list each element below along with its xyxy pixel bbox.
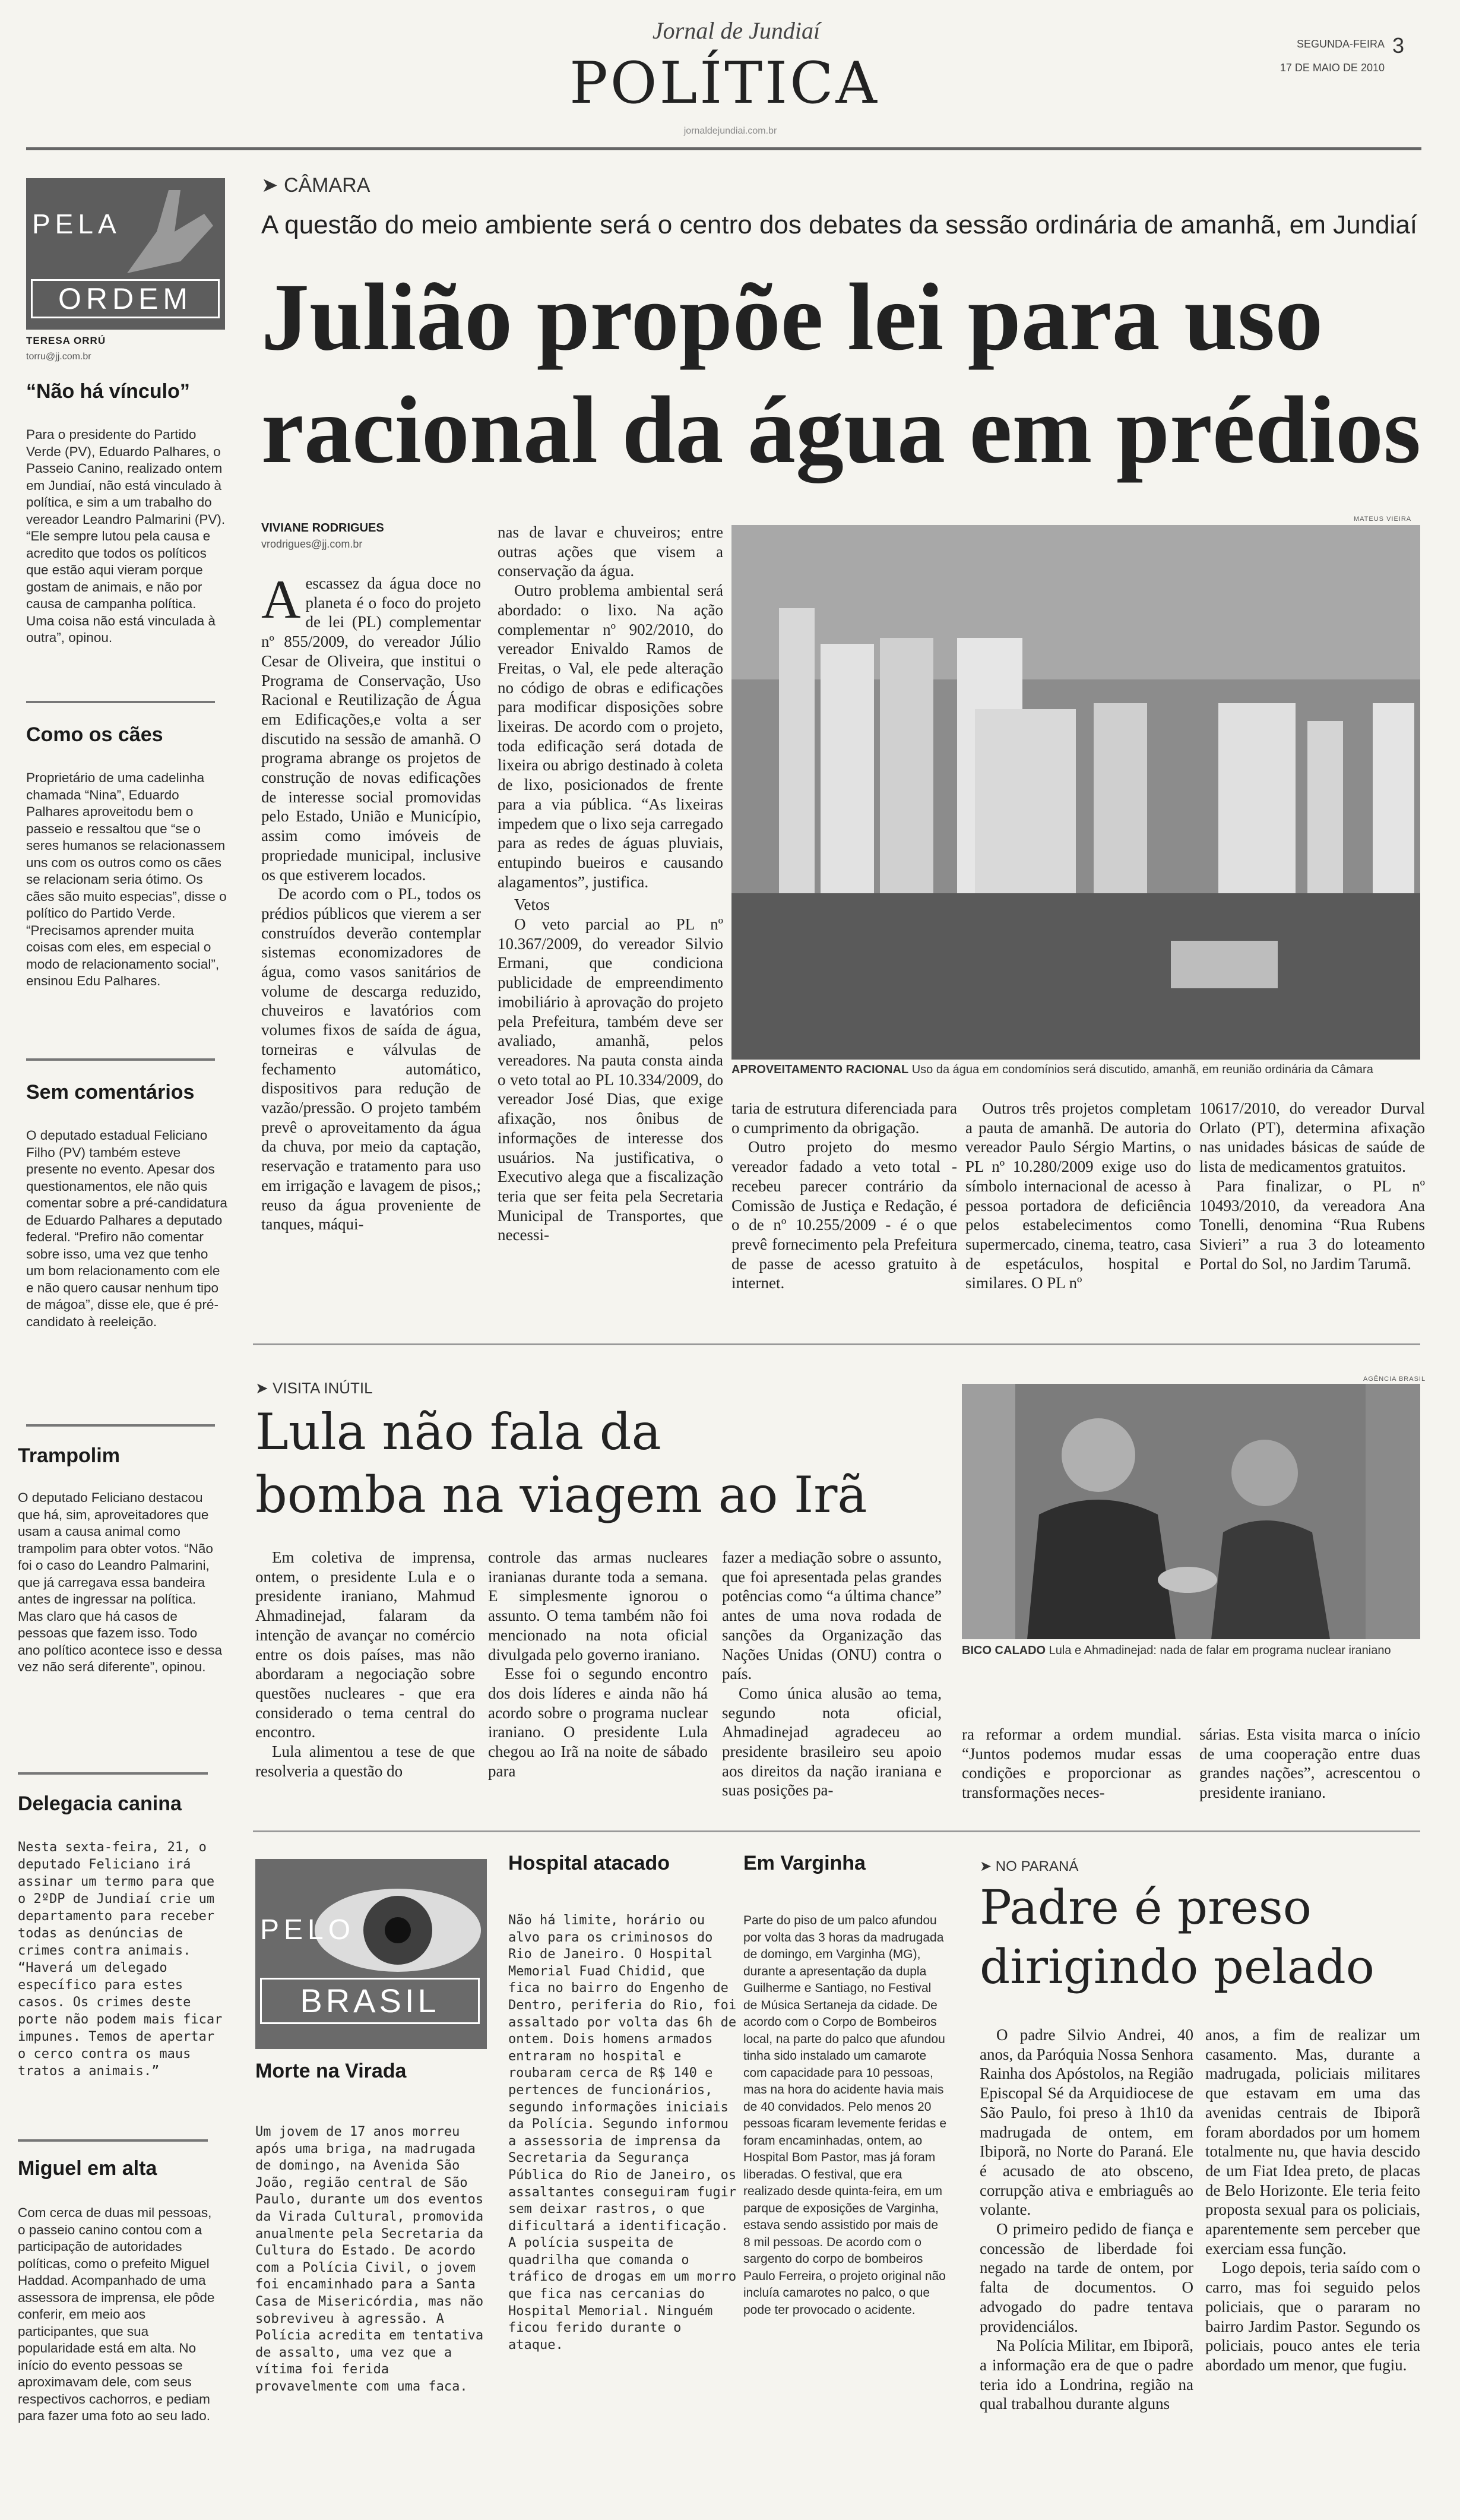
paragraph: ra reformar a ordem mundial. “Juntos podemos mudar essas condições e proporcionar as transformações neces- xyxy=(962,1725,1182,1802)
headline-line-2: dirigindo pelado xyxy=(980,1939,1375,1994)
headline-line-1: Julião propõe lei para uso xyxy=(261,264,1323,371)
paragraph: O primeiro pedido de fiança e concessão de liberdade foi negado na tarde de ontem, por falta de documentos. O advogado do padre tentava providenciálos. xyxy=(980,2220,1193,2335)
caption-label: BICO CALADO xyxy=(962,1644,1046,1657)
pointing-hand-icon xyxy=(115,178,222,279)
paragraph: anos, a fim de realizar um casamento. Mas, durante a madrugada, policiais militares que estavam em uma das avenidas centrais de Ibiporã foram abordados por um homem totalmente nu, que havia descido de um Fiat Idea preto, de placas de Belo Horizonte. Ele teria feito proposta sexual para os policiais, aparentemente sem perceber que exerciam essa função. xyxy=(1205,2026,1420,2257)
section-divider xyxy=(253,1830,1420,1832)
sidebar-item-text: Proprietário de uma cadelinha chamada “Nina”, Eduardo Palhares aproveitodu bem o passeio e ressaltou que “se o seres humanos se relacionassem uns com os outros como os cães se relacionam seria ótimo. Os cães são muito especias”, disse o político do Partido Verde. “Precisamos aprender muita coisas com eles, em especial o modo de relacionamento social”, ensinou Edu Palhares. xyxy=(26,770,227,988)
arrow-icon: ➤ xyxy=(255,1379,273,1397)
arrow-icon: ➤ xyxy=(980,1858,996,1874)
sidebar-item-text: Com cerca de duas mil pessoas, o passeio canino contou com a participação de autoridades políticas, como o prefeito Miguel Haddad. Acompanhado de uma assessora de imprensa, ele pôde conferir, em meio aos participantes, que sua popularidade está em alta. No início do evento pessoas se aproximavam dele, com seus respectivos cachorros, e pediam para fazer uma foto ao seu lado. xyxy=(18,2205,215,2423)
story-title: Hospital atacado xyxy=(508,1852,670,1874)
sidebar-item-text: Nesta sexta-feira, 21, o deputado Feliciano irá assinar um termo para que o 2ºDP de Jundiaí crie um departamento para receber todas as denúncias de crimes contra animais. “Haverá um delegado específico para estes casos. Os crimes deste porte não podem mais ficar impunes. Temos de apertar o cerco contra os maus tratos a animais.” xyxy=(18,1840,223,2079)
masthead: Jornal de Jundiaí xyxy=(652,17,821,44)
caption-text: Uso da água em condomínios será discutido, amanhã, em reunião ordinária da Câmara xyxy=(911,1063,1373,1076)
story-text: Não há limite, horário ou alvo para os criminosos do Rio de Janeiro. O Hospital Memorial Fuad Chidid, que fica no bairro do Engenho de Dentro, periferia do Rio, foi assaltado por volta das 6h de ontem. Dois homens armados entraram no hospital e roubaram cerca de R$ 140 e pertences de funcionários, segundo informações iniciais da Polícia. Segundo informou a assessoria de imprensa da Secretaria da Segurança Pública do Rio de Janeiro, os assaltantes conseguiram fugir sem deixar rastros, o que dificultará a identificação. A polícia suspeita de quadrilha que comanda o tráfico de drogas em um morro que fica nas cercanias do Hospital Memorial. Ninguém ficou ferido durante o ataque. xyxy=(508,1913,737,2353)
logo-top-text: PELO xyxy=(260,1914,356,1946)
logo-bottom-text: ORDEM xyxy=(58,282,193,315)
logo-bottom-text: BRASIL xyxy=(300,1982,440,2019)
sidebar-author: TERESA ORRÚ xyxy=(26,335,106,346)
paragraph: fazer a mediação sobre o assunto, que foi apresentada pelas grandes potências como “a última chance” antes de uma nova rodada de sanções da Organização das Nações Unidas (ONU) contra o país. xyxy=(722,1548,942,1683)
padre-col-2 xyxy=(1205,2025,1420,2494)
headline-line-2: bomba na viagem ao Irã xyxy=(255,1466,867,1524)
lula-col-4 xyxy=(962,1725,1182,1802)
section-subhead: Vetos xyxy=(514,896,550,914)
sidebar-divider xyxy=(18,1772,208,1775)
sidebar-item-title: “Não há vínculo” xyxy=(26,380,190,403)
date-label: 17 DE MAIO DE 2010 xyxy=(1280,62,1385,74)
kicker-parana xyxy=(980,1858,1078,1875)
paragraph: Na Polícia Militar, em Ibiporã, a informação era de que o padre teria ido a Londrina, região na qual trabalhou durante alguns xyxy=(980,2336,1193,2413)
section-title: POLÍTICA xyxy=(569,50,879,116)
lula-col-1 xyxy=(255,1548,475,1803)
story-text: Parte do piso de um palco afundou por volta das 3 horas da madrugada de domingo, em Varginha (MG), durante a apresentação da dupla Guilherme e Santiago, no Festival de Música Sertaneja da cidade. De acordo com o Corpo de Bombeiros local, na parte do palco que afundou tinha sido instalado um camarote com capacidade para 10 pessoas, mas na hora do acidente havia mais de 40 convidados. Pelo menos 20 pessoas ficaram levemente feridas e foram encaminhadas, ontem, ao Hospital Bom Pastor, mas já foram liberadas. O festival, que era realizado desde quinta-feira, em um parque de exposições de Varginha, estava sendo assistido por mais de 8 mil pessoas. De acordo com o sargento do corpo de bombeiros Paulo Ferreira, o projeto original não incluía camarotes no palco, o que pode ter provocado o acidente. xyxy=(743,1914,946,2317)
paragraph: nas de lavar e chuveiros; entre outras ações que visem a conservação da água. xyxy=(498,523,723,580)
lula-photo xyxy=(962,1384,1420,1639)
lula-col-3 xyxy=(722,1548,942,1803)
logo-top-text: PELA xyxy=(32,208,121,239)
photo-credit: MATEUS VIEIRA xyxy=(1354,516,1412,523)
sidebar-item-title: Como os cães xyxy=(26,723,163,746)
sidebar-email: torru@jj.com.br xyxy=(26,352,91,362)
paragraph: De acordo com o PL, todos os prédios públicos que vierem a ser construídos deverão contemplar sistemas economizadores de água, como vasos sanitários de volume de descarga reduzido, chuveiros e lavatórios com volumes fixos de saída de água, torneiras e válvulas de fechamento automático, dispositivos para redução de vazão/pressão. O projeto também prevê o aproveitamento da água da chuva, por meio da captação, reservação e tratamento para uso em irrigação e lavagem de pisos,; reuso da água proveniente de tanques, máqui- xyxy=(261,885,481,1234)
pelo-brasil-logo xyxy=(255,1859,487,2049)
handshake-image xyxy=(962,1384,1420,1639)
caption-label: APROVEITAMENTO RACIONAL xyxy=(731,1063,909,1076)
city-skyline-image xyxy=(731,525,1420,1060)
paragraph: Logo depois, teria saído com o carro, mas foi seguido pelos policiais, que o pararam no bairro Jardim Pastor. Segundo os policiais, pouco antes ele teria abordado um menor, que fugiu. xyxy=(1205,2259,1420,2374)
lula-col-5 xyxy=(1199,1725,1420,1802)
dropcap: A xyxy=(261,569,301,630)
main-col-1 xyxy=(261,569,481,1234)
lula-col-2 xyxy=(488,1548,708,1803)
logo-bottom-box xyxy=(260,1978,480,2024)
page-number: 3 xyxy=(1392,33,1405,58)
story-text: Um jovem de 17 anos morreu após uma briga, na madrugada de domingo, na Avenida São João, região central de São Paulo, durante um dos eventos da Virada Cultural, promovida anualmente pela Secretaria da Cultura do Estado. De acordo com a Polícia Civil, o jovem foi encaminhado para a Santa Casa de Misericórdia, mas não sobreviveu à agressão. A Polícia acredita em tentativa de assalto, uma vez que a vítima foi ferida provavelmente com uma faca. xyxy=(255,2124,484,2394)
kicker-visita xyxy=(255,1379,373,1397)
paragraph: Outro projeto do mesmo vereador fadado a veto total - recebeu parecer contrário da Comissão de Justiça e Redação, é o de nº 10.255/2009 - é o que prevê fornecimento pela Prefeitura de passe de acesso gratuito à internet. xyxy=(731,1138,957,1292)
sidebar-divider xyxy=(26,701,215,703)
paragraph: Para finalizar, o PL nº 10493/2010, da vereadora Ana Tonelli, denomina “Rua Rubens Sivieri” a rua 3 do loteamento Portal do Sol, no Jardim Tarumã. xyxy=(1199,1177,1425,1273)
sidebar-item-title: Miguel em alta xyxy=(18,2157,157,2180)
paragraph: controle das armas nucleares iranianas durante toda a semana. E simplesmente ignorou o assunto. O tema também não foi mencionado na nota oficial divulgada pelo governo iraniano. xyxy=(488,1548,708,1664)
kicker-camara xyxy=(261,173,370,197)
kicker-label: NO PARANÁ xyxy=(995,1858,1079,1874)
sidebar-item-title: Sem comentários xyxy=(26,1081,195,1104)
padre-headline xyxy=(980,1878,1419,1997)
main-col-3 xyxy=(731,1099,957,1336)
sidebar-divider xyxy=(26,1058,215,1061)
caption-text: Lula e Ahmadinejad: nada de falar em programa nuclear iraniano xyxy=(1049,1644,1391,1657)
sidebar-item-title: Trampolim xyxy=(18,1444,120,1467)
story-title: Em Varginha xyxy=(743,1852,866,1874)
lula-headline xyxy=(255,1400,938,1526)
header-rule xyxy=(26,147,1421,150)
main-headline xyxy=(261,261,1437,487)
arrow-icon: ➤ xyxy=(261,174,284,197)
headline-line-1: Padre é preso xyxy=(980,1880,1312,1935)
paragraph: Como única alusão ao tema, segundo nota oficial, Ahmadinejad agradeceu ao presidente brasileiro seu apoio aos direitos da nação iraniana e suas posições pa- xyxy=(722,1684,942,1800)
headline-line-1: Lula não fala da xyxy=(255,1403,661,1461)
paragraph: Lula alimentou a tese de que resolveria a questão do xyxy=(255,1743,475,1780)
main-author-email: vrodrigues@jj.com.br xyxy=(261,538,363,550)
padre-col-1 xyxy=(980,2025,1193,2494)
sidebar-divider xyxy=(26,1424,215,1427)
main-subtitle: A questão do meio ambiente será o centro dos debates da sessão ordinária de amanhã, em Jundiaí xyxy=(261,210,1418,239)
paragraph: escassez da água doce no planeta é o foco do projeto de lei (PL) complementar nº 855/2009, do vereador Júlio Cesar de Oliveira, que institui o Programa de Conservação, Uso Racional e Reutilização de Água em Edificações,e volta a ser discutido na sessão de amanhã. O programa abrange os projetos de construção de novas edificações de interesse social promovidas pelo Estado, União e Município, assim como imóveis de propriedade municipal, inclusive os que estiverem locados. xyxy=(261,574,481,884)
story-title: Morte na Virada xyxy=(255,2060,407,2082)
sidebar-item-text: Para o presidente do Partido Verde (PV), Eduardo Palhares, o Passeio Canino, realizado ontem em Jundiaí, não está vinculado à política, e sim a um trabalho do vereador Leandro Palmarini (PV). “Ele sempre lutou pela causa e acredito que todos os políticos que estão aqui vieram porque gostam de animais, e não por causa de campanha política. Uma coisa não está vinculada à outra”, opinou. xyxy=(26,427,226,645)
main-col-2 xyxy=(498,523,723,1324)
section-divider xyxy=(253,1343,1420,1345)
sidebar-item-text: O deputado Feliciano destacou que há, sim, aproveitadores que usam a causa animal como trampolim para obter votos. “Não foi o caso do Leandro Palmarini, que já carregava essa bandeira antes de ingressar na política. Mas claro que há casos de pessoas que fazem isso. Todo ano político acontece isso e dessa vez não será diferente”, opinou. xyxy=(18,1490,222,1674)
kicker-label: CÂMARA xyxy=(283,174,370,197)
lula-photo-caption xyxy=(962,1644,1425,1658)
paragraph: taria de estrutura diferenciada para o cumprimento da obrigação. xyxy=(731,1099,957,1137)
day-label: SEGUNDA-FEIRA xyxy=(1296,38,1385,50)
sidebar-divider xyxy=(18,2139,208,2142)
main-author: VIVIANE RODRIGUES xyxy=(261,521,384,535)
website: jornaldejundiai.com.br xyxy=(683,126,777,136)
paragraph: Outros três projetos completam a pauta de amanhã. De autoria do vereador Paulo Sérgio Martins, o PL nº 10.280/2009 exige uso do símbolo internacional de acesso à pessoa portadora de deficiência pelos estabelecimentos como supermercado, cinema, teatro, casa de espetáculos, hospital e similares. O PL nº xyxy=(965,1099,1191,1292)
city-photo xyxy=(731,525,1420,1060)
main-col-5 xyxy=(1199,1099,1425,1336)
headline-line-2: racional da água em prédios xyxy=(261,377,1421,483)
sidebar-item-title: Delegacia canina xyxy=(18,1792,182,1815)
paragraph: sárias. Esta visita marca o início de uma cooperação entre duas grandes nações”, acrescentou o presidente iraniano. xyxy=(1199,1725,1420,1802)
kicker-label: VISITA INÚTIL xyxy=(273,1379,373,1397)
main-col-4 xyxy=(965,1099,1191,1336)
paragraph: O padre Silvio Andrei, 40 anos, da Paróquia Nossa Senhora Rainha dos Apóstolos, na Região Episcopal Sé da Arquidiocese de São Paulo, foi preso à 1h10 da madrugada de ontem, em Ibiporã, no Norte do Paraná. Ele é acusado de ato obsceno, corrupção ativa e embriaguês ao volante. xyxy=(980,2026,1193,2219)
paragraph: O veto parcial ao PL nº 10.367/2009, do vereador Silvio Ermani, que condiciona publicidade de empreendimento imobiliário à aprovação do projeto pela Prefeitura, também deve ser avaliado, amanhã, pelos vereadores. Na pauta consta ainda o veto total ao PL 10.334/2009, do vereador José Dias, que exige afixação, nos ônibus de informações de interesse dos usuários. Na justificativa, o Executivo alega que a fiscalização teria que ser feita pela Secretaria Municipal de Transportes, que necessi- xyxy=(498,915,723,1244)
main-photo-caption xyxy=(731,1063,1420,1077)
photo-credit: AGÊNCIA BRASIL xyxy=(1363,1376,1426,1383)
paragraph: Esse foi o segundo encontro dos dois líderes e ainda não há acordo sobre o programa nuclear iraniano. O presidente Lula chegou ao Irã na noite de sábado para xyxy=(488,1665,708,1780)
pela-ordem-logo xyxy=(26,178,225,330)
sidebar-item-text: O deputado estadual Feliciano Filho (PV) também esteve presente no evento. Apesar dos questionamentos, ele não quis comentar sobre a pré-candidatura de Eduardo Palhares a deputado federal. “Prefiro não comentar sobre isso, uma vez que tenho um bom relacionamento com ele e não quero causar nenhum tipo de mágoa”, disse ele, que é pré-candidato à reeleição. xyxy=(26,1128,227,1329)
paragraph: 10617/2010, do vereador Durval Orlato (PT), determina afixação nas unidades básicas de saúde de lista de medicamentos gratuitos. xyxy=(1199,1099,1425,1176)
paragraph: Em coletiva de imprensa, ontem, o presidente Lula e o presidente iraniano, Mahmud Ahmadinejad, falaram da intenção de avançar no comércio entre os dois países, mas não abordaram a negociação sobre questões nucleares - que era considerado o tema central do encontro. xyxy=(255,1548,475,1741)
paragraph: Outro problema ambiental será abordado: o lixo. Na ação complementar nº 902/2010, do vereador Enivaldo Ramos de Freitas, o Val, ele pede alteração no código de obras e edificações para modificar disposições sobre lixeiras. De acordo com o projeto, toda edificação será dotada de lixeira ou abrigo destinado à coleta de lixo, posicionados de frente para a via pública. “As lixeiras impedem que o lixo seja carregado para as redes de águas pluviais, entupindo bueiros e causando alagamentos”, justifica. xyxy=(498,581,723,891)
logo-bottom-box xyxy=(31,279,220,318)
